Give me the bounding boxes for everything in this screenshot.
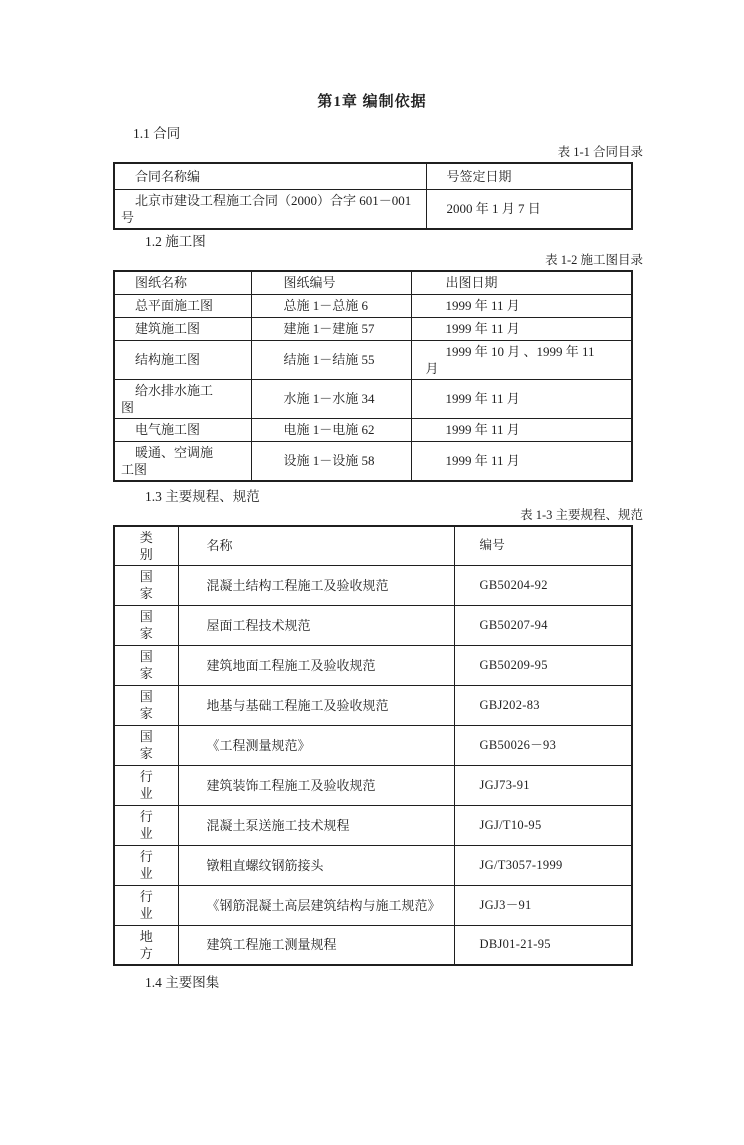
cell-drawing-name: 电气施工图 bbox=[114, 418, 251, 441]
cell-category bbox=[114, 845, 178, 885]
drawings-table bbox=[113, 270, 633, 482]
table-row bbox=[114, 294, 632, 317]
cell-category bbox=[114, 805, 178, 845]
cell-standard-name: 地基与基础工程施工及验收规范 bbox=[178, 685, 454, 725]
table-row bbox=[114, 925, 632, 965]
cell-standard-code: JG/T3057-1999 bbox=[454, 845, 632, 885]
cell-issue-date: 1999 年 11 月 bbox=[411, 441, 632, 481]
cell-category bbox=[114, 765, 178, 805]
contract-table bbox=[113, 162, 633, 230]
cell-category bbox=[114, 605, 178, 645]
header-cell-contract-name: 合同名称编 bbox=[114, 163, 426, 189]
cell-standard-name: 屋面工程技术规范 bbox=[178, 605, 454, 645]
cell-category bbox=[114, 725, 178, 765]
table-header-row bbox=[114, 271, 632, 294]
cell-standard-name: 《工程测量规范》 bbox=[178, 725, 454, 765]
cell-drawing-code: 设施 1－设施 58 bbox=[251, 441, 411, 481]
cell-standard-code: GBJ202-83 bbox=[454, 685, 632, 725]
document-page bbox=[0, 93, 744, 1145]
cell-standard-code: JGJ3－91 bbox=[454, 885, 632, 925]
cell-drawing-name: 给水排水施工图 bbox=[114, 379, 251, 418]
cell-standard-name: 镦粗直螺纹钢筋接头 bbox=[178, 845, 454, 885]
category-text: 行业 bbox=[139, 889, 153, 921]
cell-issue-date: 1999 年 11 月 bbox=[411, 379, 632, 418]
table-row bbox=[114, 605, 632, 645]
header-cell-standard-name: 名称 bbox=[178, 526, 454, 566]
cell-standard-name: 混凝土结构工程施工及验收规范 bbox=[178, 565, 454, 605]
table-caption-1-1: 表 1-1 合同目录 bbox=[557, 145, 643, 159]
table-row bbox=[114, 885, 632, 925]
header-cell-standard-code: 编号 bbox=[454, 526, 632, 566]
cell-category bbox=[114, 645, 178, 685]
cell-issue-date: 1999 年 11 月 bbox=[411, 418, 632, 441]
cell-standard-name: 混凝土泵送施工技术规程 bbox=[178, 805, 454, 845]
table-caption-1-2: 表 1-2 施工图目录 bbox=[545, 253, 643, 267]
table-caption-1-3: 表 1-3 主要规程、规范 bbox=[520, 507, 643, 522]
table-row bbox=[114, 317, 632, 340]
table-row bbox=[114, 441, 632, 481]
cell-category bbox=[114, 565, 178, 605]
table-row bbox=[114, 645, 632, 685]
chapter-title: 第1章 编制依据 bbox=[317, 94, 427, 110]
cell-drawing-name: 结构施工图 bbox=[114, 340, 251, 379]
cell-drawing-code: 电施 1－电施 62 bbox=[251, 418, 411, 441]
table-row bbox=[114, 725, 632, 765]
cell-standard-name: 建筑装饰工程施工及验收规范 bbox=[178, 765, 454, 805]
cell-standard-name: 《钢筋混凝土高层建筑结构与施工规范》 bbox=[178, 885, 454, 925]
section-heading-1-3: 1.3 主要规程、规范 bbox=[145, 488, 260, 504]
cell-sign-date: 2000 年 1 月 7 日 bbox=[426, 189, 632, 229]
cell-drawing-name: 总平面施工图 bbox=[114, 294, 251, 317]
category-text: 行业 bbox=[139, 809, 153, 841]
cell-standard-code: JGJ/T10-95 bbox=[454, 805, 632, 845]
page-content bbox=[113, 93, 643, 991]
header-cell-sign-date: 号签定日期 bbox=[426, 163, 632, 189]
category-text: 国家 bbox=[139, 729, 153, 761]
category-text: 行业 bbox=[139, 769, 153, 801]
category-text: 国家 bbox=[139, 689, 153, 721]
cell-drawing-name: 建筑施工图 bbox=[114, 317, 251, 340]
table-row bbox=[114, 340, 632, 379]
table-row bbox=[114, 565, 632, 605]
cell-standard-code: DBJ01-21-95 bbox=[454, 925, 632, 965]
category-text: 行业 bbox=[139, 849, 153, 881]
cell-contract-name: 北京市建设工程施工合同（2000）合字 601－001 号 bbox=[114, 189, 426, 229]
table-row bbox=[114, 189, 632, 229]
table-row bbox=[114, 379, 632, 418]
cell-standard-name: 建筑地面工程施工及验收规范 bbox=[178, 645, 454, 685]
header-cell-drawing-code: 图纸编号 bbox=[251, 271, 411, 294]
cell-category bbox=[114, 885, 178, 925]
cell-category bbox=[114, 925, 178, 965]
cell-standard-code: JGJ73-91 bbox=[454, 765, 632, 805]
table-header-row bbox=[114, 163, 632, 189]
category-text: 地方 bbox=[139, 928, 153, 961]
section-heading-1-2: 1.2 施工图 bbox=[145, 234, 206, 249]
table-row bbox=[114, 845, 632, 885]
table-row bbox=[114, 685, 632, 725]
section-heading-1-1: 1.1 合同 bbox=[133, 126, 181, 141]
cell-issue-date: 1999 年 11 月 bbox=[411, 294, 632, 317]
cell-drawing-code: 结施 1－结施 55 bbox=[251, 340, 411, 379]
cell-standard-name: 建筑工程施工测量规程 bbox=[178, 925, 454, 965]
category-text: 国家 bbox=[139, 649, 153, 681]
cell-standard-code: GB50026－93 bbox=[454, 725, 632, 765]
cell-standard-code: GB50207-94 bbox=[454, 605, 632, 645]
cell-standard-code: GB50209-95 bbox=[454, 645, 632, 685]
header-category-text: 类别 bbox=[139, 529, 153, 562]
table-row bbox=[114, 805, 632, 845]
cell-drawing-code: 水施 1－水施 34 bbox=[251, 379, 411, 418]
header-cell-issue-date: 出图日期 bbox=[411, 271, 632, 294]
cell-issue-date: 1999 年 11 月 bbox=[411, 317, 632, 340]
table-row bbox=[114, 765, 632, 805]
cell-drawing-code: 总施 1－总施 6 bbox=[251, 294, 411, 317]
cell-drawing-code: 建施 1－建施 57 bbox=[251, 317, 411, 340]
cell-issue-date: 1999 年 10 月 、1999 年 11 月 bbox=[411, 340, 632, 379]
table-header-row bbox=[114, 526, 632, 566]
header-cell-drawing-name: 图纸名称 bbox=[114, 271, 251, 294]
table-row bbox=[114, 418, 632, 441]
category-text: 国家 bbox=[139, 569, 153, 601]
cell-drawing-name: 暖通、空调施工图 bbox=[114, 441, 251, 481]
section-heading-1-4: 1.4 主要图集 bbox=[145, 975, 220, 990]
category-text: 国家 bbox=[139, 609, 153, 641]
cell-category bbox=[114, 685, 178, 725]
header-cell-category bbox=[114, 526, 178, 566]
cell-standard-code: GB50204-92 bbox=[454, 565, 632, 605]
standards-table bbox=[113, 525, 633, 967]
